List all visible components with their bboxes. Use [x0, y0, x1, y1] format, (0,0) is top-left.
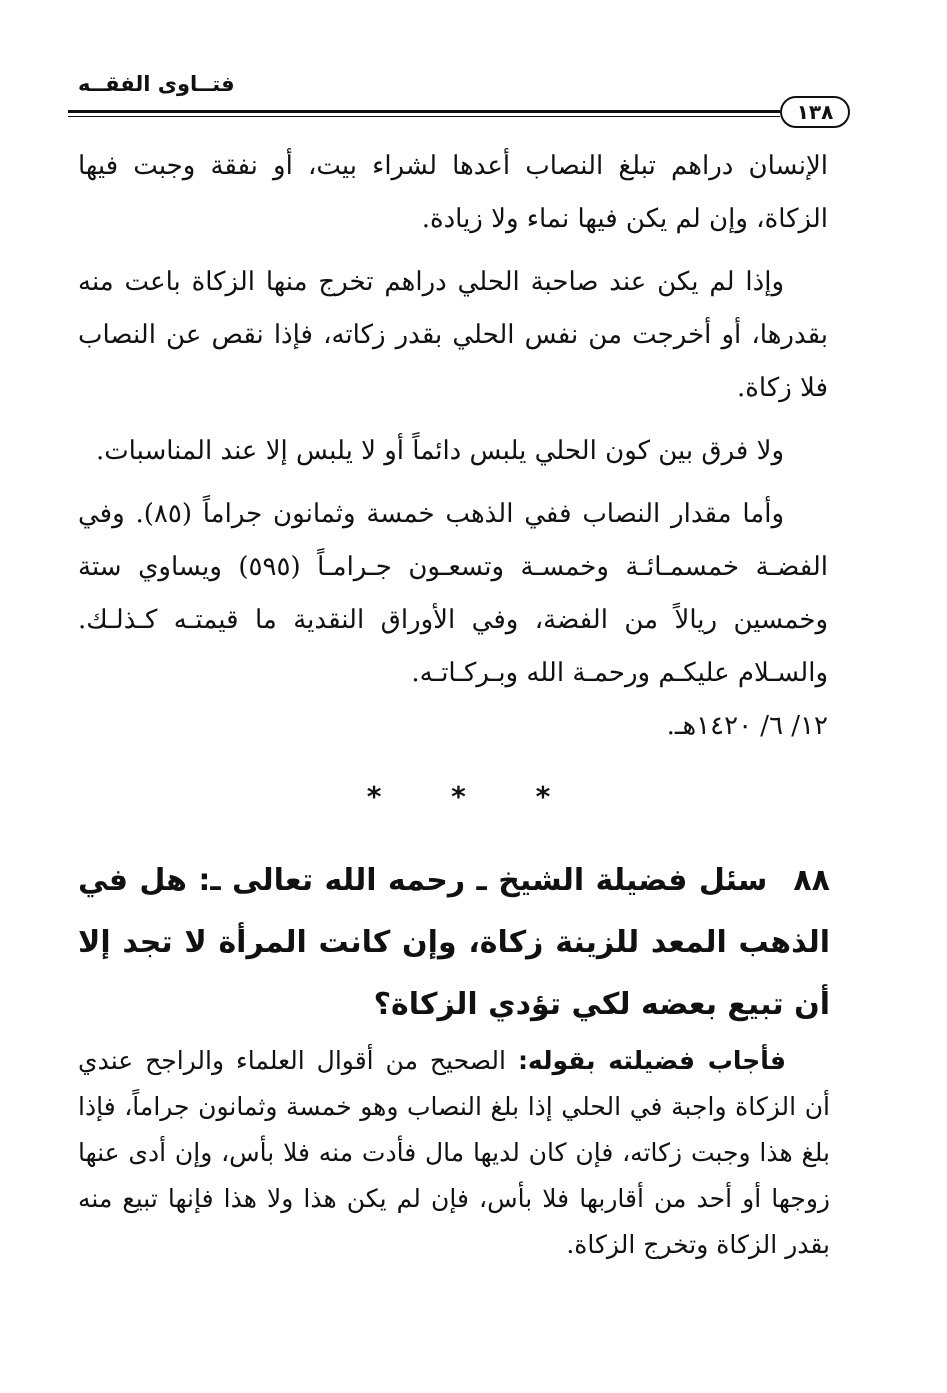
page-header [68, 66, 850, 126]
paragraph-3: ولا فرق بين كون الحلي يلبس دائماً أو لا يلبس إلا عند المناسبات. [95, 436, 784, 466]
paragraph-1: الإنسان دراهم تبلغ النصاب أعدها لشراء بيت، أو نفقة وجبت فيها الزكاة، وإن لم يكن فيها نماء ولا زيادة. [78, 151, 828, 234]
answer-text: الصحيح من أقوال العلماء والراجح عندي أن الزكاة واجبة في الحلي إذا بلغ النصاب وهو خمسة وثمانون جراماً، فإذا بلغ هذا وجبت زكاته، فإن كان لديها مال فأدت منه فلا بأس، وإن أدى عنها زوجها أو أحد من أقاربها فلا بأس، فإن لم يكن هذا ولا هذا فإنها تبيع منه بقدر الزكاة وتخرج الزكاة. [78, 1046, 830, 1259]
page-number: ١٣٨ [780, 96, 850, 128]
fatwa-date: ١٢/ ٦/ ١٤٢٠هـ. [666, 711, 828, 741]
paragraph-2: وإذا لم يكن عند صاحبة الحلي دراهم تخرج منها الزكاة باعت منه بقدرها، أو أخرجت من نفس الحلي بقدر زكاته، فإذا نقص عن النصاب فلا زكاة. [78, 267, 828, 403]
running-title: فتــاوى الفقــه [78, 72, 235, 96]
header-rule-thick [68, 110, 780, 113]
answer-block [78, 1038, 830, 1268]
question-text: سئل فضيلة الشيخ ـ رحمه الله تعالى ـ: هل في الذهب المعد للزينة زكاة، وإن كانت المرأة لا تجد إلا أن تبيع بعضه لكي تؤدي الزكاة؟ [78, 863, 830, 1022]
section-separator: * * * [366, 780, 581, 813]
answer-intro: فأجاب فضيلته بقوله: [517, 1046, 787, 1075]
question-block [78, 850, 830, 1036]
header-rule-thin [68, 116, 780, 117]
question-number: ٨٨ [793, 863, 830, 898]
paragraph-4: وأما مقدار النصاب ففي الذهب خمسة وثمانون جراماً (٨٥). وفي الفضـة خمسمـائـة وخمسـة وتسعـون جـرامـاً (٥٩٥) ويساوي ستة وخمسين ريالاً من الفضة، وفي الأوراق النقدية ما قيمتـه كـذلـك. والسـلام عليكـم ورحمـة الله وبـركـاتـه. [78, 499, 828, 688]
body-text [78, 140, 828, 753]
